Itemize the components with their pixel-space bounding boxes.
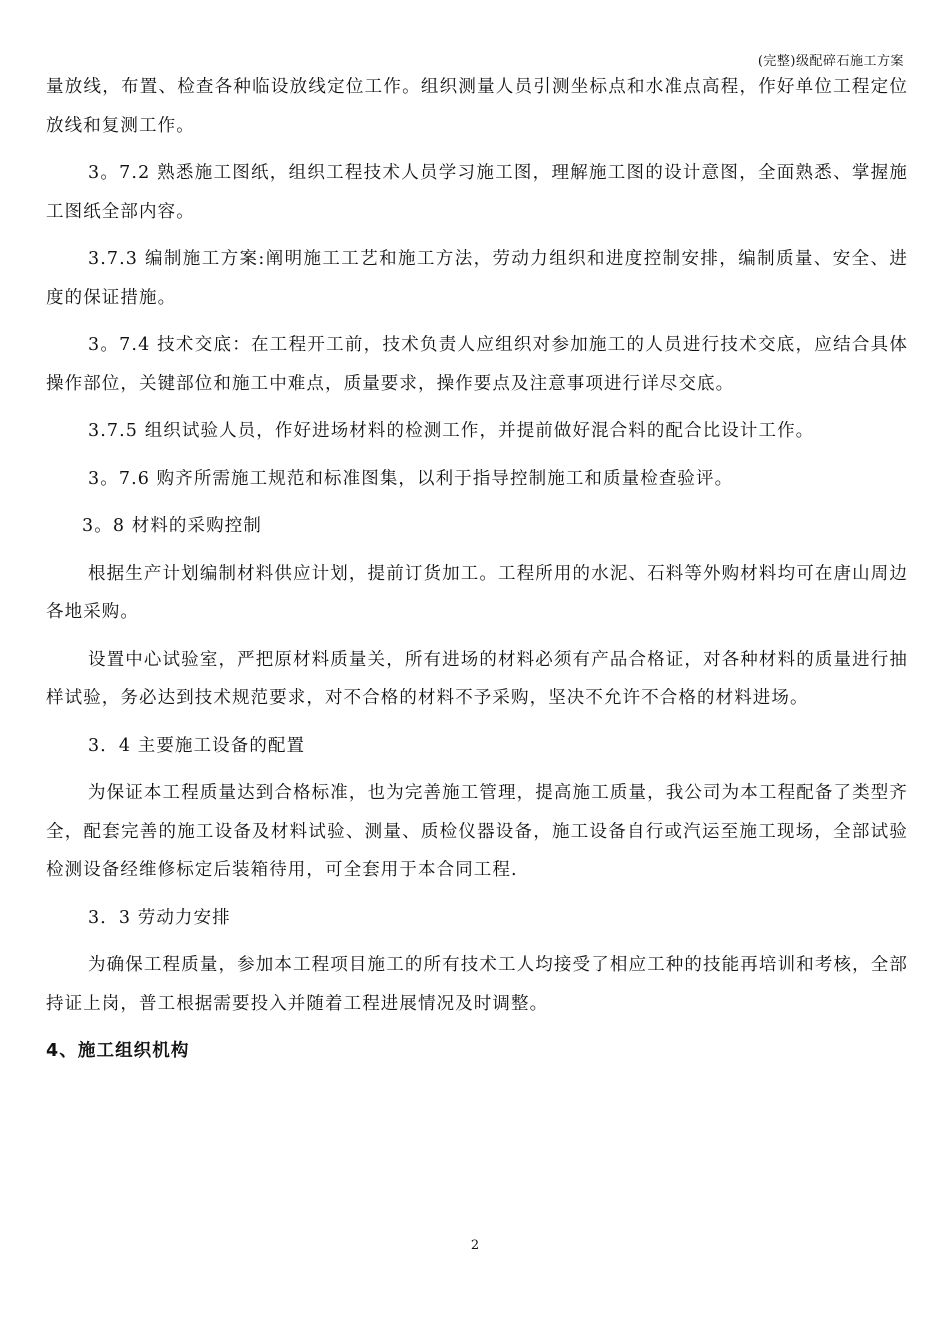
paragraph-material-supply: 根据生产计划编制材料供应计划，提前订货加工。工程所用的水泥、石料等外购材料均可在唐山周边各地采购。 [46, 563, 908, 622]
paragraph-3-7-4: 3。7.4 技术交底：在工程开工前，技术负责人应组织对参加施工的人员进行技术交底，应结合具体操作部位，关键部位和施工中难点，质量要求，操作要点及注意事项进行详尽交底。 [46, 335, 908, 394]
paragraph-3-7-5: 3.7.5 组织试验人员，作好进场材料的检测工作，并提前做好混合料的配合比设计工作。 [88, 421, 815, 441]
paragraph-equipment: 为保证本工程质量达到合格标准，也为完善施工管理，提高施工质量，我公司为本工程配备了类型齐全，配套完善的施工设备及材料试验、测量、质检仪器设备，施工设备自行或汽运至施工现场，全部试验检测设备经维修标定后装箱待用，可全套用于本合同工程. [46, 783, 908, 880]
running-header-title: (完整)级配碎石施工方案 [757, 54, 904, 69]
document-body [46, 68, 908, 1071]
heading-3-8: 3。8 材料的采购控制 [82, 516, 262, 536]
paragraph-3-7-2: 3。7.2 熟悉施工图纸，组织工程技术人员学习施工图，理解施工图的设计意图，全面熟悉、掌握施工图纸全部内容。 [46, 163, 908, 222]
paragraph-central-lab: 设置中心试验室，严把原材料质量关，所有进场的材料必须有产品合格证，对各种材料的质量进行抽样试验，务必达到技术规范要求，对不合格的材料不予采购，坚决不允许不合格的材料进场。 [46, 649, 908, 708]
paragraph-survey: 量放线，布置、检查各种临设放线定位工作。组织测量人员引测坐标点和水准点高程，作好单位工程定位放线和复测工作。 [46, 77, 908, 136]
paragraph-3-7-6: 3。7.6 购齐所需施工规范和标准图集，以利于指导控制施工和质量检查验评。 [88, 468, 734, 489]
paragraph-labor: 为确保工程质量，参加本工程项目施工的所有技术工人均接受了相应工种的技能再培训和考核，全部持证上岗，普工根据需要投入并随着工程进展情况及时调整。 [46, 955, 908, 1014]
heading-4-organization: 4、施工组织机构 [46, 1041, 190, 1061]
heading-3-4: 3．4 主要施工设备的配置 [88, 735, 306, 756]
heading-3-3: 3．3 劳动力安排 [88, 907, 231, 928]
paragraph-3-7-3: 3.7.3 编制施工方案:阐明施工工艺和施工方法，劳动力组织和进度控制安排，编制质量、安全、进度的保证措施。 [46, 249, 908, 308]
page-number: 2 [470, 1238, 480, 1253]
